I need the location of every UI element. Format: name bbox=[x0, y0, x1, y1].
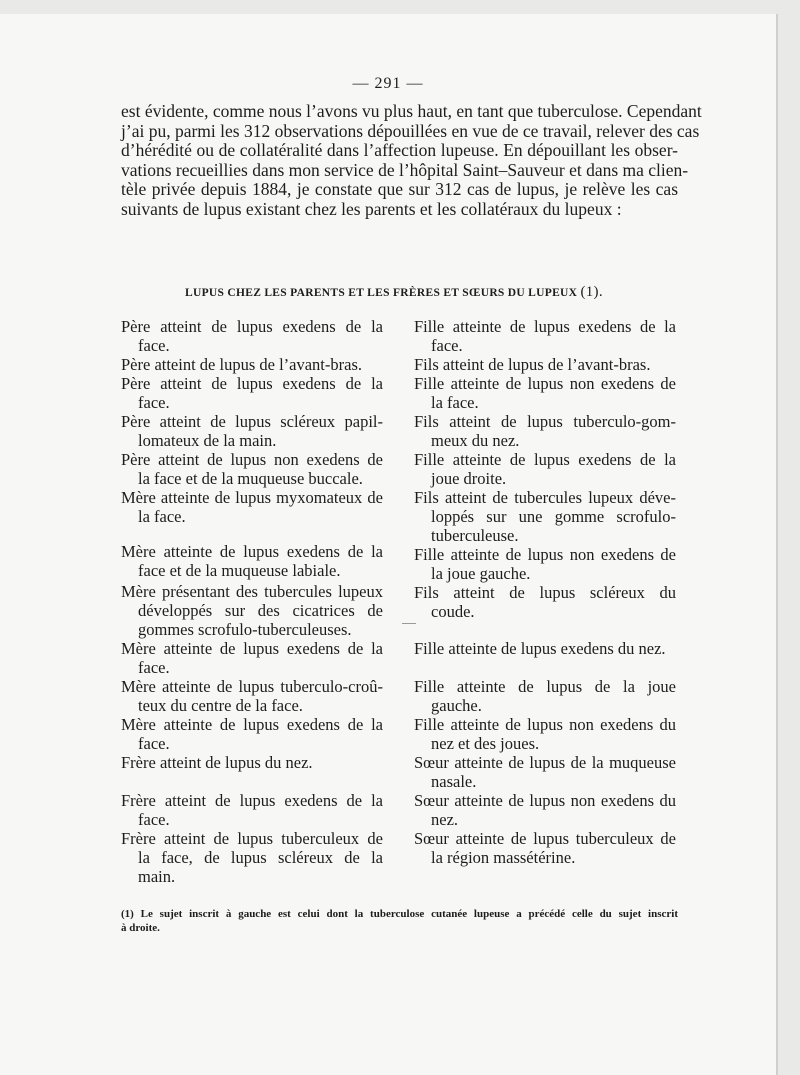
entry-line: coude. bbox=[431, 602, 475, 621]
entry-line: Père atteint de lupus exedens de la bbox=[121, 374, 383, 393]
entry-line: la face. bbox=[138, 507, 186, 526]
list-item bbox=[121, 412, 383, 450]
entry-line: nasale. bbox=[431, 772, 477, 791]
list-item bbox=[414, 639, 676, 658]
entry-line: Fils atteint de lupus de l’avant-bras. bbox=[414, 355, 651, 374]
entry-line: Fille atteinte de lupus non exedens du bbox=[414, 715, 676, 734]
list-item bbox=[121, 355, 383, 374]
footnote-line: à droite. bbox=[121, 922, 160, 934]
intro-line: d’hérédité ou de collatéralité dans l’affection lupeuse. En dépouillant les obser- bbox=[121, 140, 678, 160]
list-item bbox=[121, 542, 383, 580]
entry-line: Sœur atteinte de lupus de la muqueuse bbox=[414, 753, 676, 772]
entry-line: face et de la muqueuse labiale. bbox=[138, 561, 341, 580]
list-item bbox=[414, 374, 676, 412]
entry-line: face. bbox=[138, 336, 170, 355]
intro-line: tèle privée depuis 1884, je constate que sur 312 cas de lupus, je relève les cas bbox=[121, 179, 678, 199]
entry-line: nez et des joues. bbox=[431, 734, 540, 753]
entry-line: Fille atteinte de lupus exedens de la bbox=[414, 450, 676, 469]
entry-line: meux du nez. bbox=[431, 431, 520, 450]
entry-line: Fils atteint de tubercules lupeux déve- bbox=[414, 488, 676, 507]
entry-line: la face et de la muqueuse buccale. bbox=[138, 469, 363, 488]
entry-line: face. bbox=[138, 658, 170, 677]
list-item bbox=[121, 582, 383, 639]
intro-line: est évidente, comme nous l’avons vu plus haut, en tant que tuberculose. Cependant bbox=[121, 101, 702, 121]
list-item bbox=[121, 374, 383, 412]
entry-line: Fils atteint de lupus tuberculo-gom- bbox=[414, 412, 676, 431]
entry-line: Fille atteinte de lupus exedens de la bbox=[414, 317, 676, 336]
entry-line: nez. bbox=[431, 810, 459, 829]
list-item bbox=[121, 317, 383, 355]
list-item bbox=[414, 488, 676, 545]
entry-line: Père atteint de lupus scléreux papil- bbox=[121, 412, 383, 431]
entry-line: Fille atteinte de lupus non exedens de bbox=[414, 374, 676, 393]
list-item bbox=[121, 715, 383, 753]
list-item bbox=[414, 753, 676, 791]
entry-line: la joue gauche. bbox=[431, 564, 531, 583]
entry-line: développés sur des cicatrices de bbox=[138, 601, 383, 620]
entry-line: tuberculeuse. bbox=[431, 526, 519, 545]
list-item bbox=[414, 412, 676, 450]
list-item bbox=[121, 639, 383, 677]
list-item bbox=[414, 677, 676, 715]
list-item bbox=[414, 355, 676, 374]
entry-line: Père atteint de lupus de l’avant-bras. bbox=[121, 355, 362, 374]
list-item bbox=[121, 829, 383, 886]
intro-line: j’ai pu, parmi les 312 observations dépouillées en vue de ce travail, relever des cas bbox=[121, 120, 700, 141]
entry-line: Père atteint de lupus non exedens de bbox=[121, 450, 383, 469]
entry-line: Sœur atteinte de lupus non exedens du bbox=[414, 791, 676, 810]
intro-paragraph bbox=[121, 101, 702, 219]
list-item bbox=[414, 791, 676, 829]
entry-line: Mère atteinte de lupus exedens de la bbox=[121, 542, 383, 561]
entry-line: loppés sur une gomme scrofulo- bbox=[431, 507, 676, 526]
entry-line: face. bbox=[431, 336, 463, 355]
divider bbox=[402, 623, 416, 624]
entry-line: Mère atteinte de lupus exedens de la bbox=[121, 715, 383, 734]
entry-line: joue droite. bbox=[431, 469, 507, 488]
footnote bbox=[121, 907, 678, 935]
entry-line: la région massétérine. bbox=[431, 848, 576, 867]
entry-line: face. bbox=[138, 393, 170, 412]
page-number: — 291 — bbox=[352, 75, 424, 92]
list-item bbox=[121, 791, 383, 829]
entry-line: teux du centre de la face. bbox=[138, 696, 303, 715]
entry-line: main. bbox=[138, 867, 176, 886]
footnote-line: (1) Le sujet inscrit à gauche est celui dont la tuberculose cutanée lupeuse a précédé celle du sujet inscrit bbox=[121, 908, 678, 920]
list-item bbox=[121, 753, 383, 772]
entry-line: Mère atteinte de lupus tuberculo-croû- bbox=[121, 677, 383, 696]
entry-line: Sœur atteinte de lupus tuberculeux de bbox=[414, 829, 676, 848]
entry-line: la face. bbox=[431, 393, 479, 412]
entry-line: gauche. bbox=[431, 696, 482, 715]
entry-line: Frère atteint de lupus exedens de la bbox=[121, 791, 383, 810]
list-item bbox=[121, 450, 383, 488]
list-item bbox=[121, 488, 383, 526]
list-item bbox=[414, 450, 676, 488]
section-title-text: LUPUS CHEZ LES PARENTS ET LES FRÈRES ET SŒURS DU LUPEUX bbox=[185, 287, 578, 299]
intro-line: suivants de lupus existant chez les parents et les collatéraux du lupeux : bbox=[121, 198, 622, 219]
entry-line: la face, de lupus scléreux de la bbox=[138, 848, 383, 867]
intro-line: vations recueillies dans mon service de l’hôpital Saint–Sauveur et dans ma clien- bbox=[121, 159, 689, 180]
list-item bbox=[414, 317, 676, 355]
entry-line: Fils atteint de lupus scléreux du bbox=[414, 583, 676, 602]
entry-line: gommes scrofulo-tuberculeuses. bbox=[138, 620, 352, 639]
footnote-reference: (1). bbox=[580, 284, 603, 300]
document-page bbox=[0, 14, 778, 1075]
entry-line: Fille atteinte de lupus non exedens de bbox=[414, 545, 676, 564]
entry-line: face. bbox=[138, 734, 170, 753]
list-item bbox=[121, 677, 383, 715]
section-title bbox=[185, 284, 625, 301]
entry-line: face. bbox=[138, 810, 170, 829]
entry-line: Mère atteinte de lupus exedens de la bbox=[121, 639, 383, 658]
list-item bbox=[414, 715, 676, 753]
entry-line: Fille atteinte de lupus exedens du nez. bbox=[414, 639, 666, 658]
list-item bbox=[414, 829, 676, 867]
entry-line: lomateux de la main. bbox=[138, 431, 277, 450]
entry-line: Mère présentant des tubercules lupeux bbox=[121, 582, 383, 601]
entry-line: Frère atteint de lupus tuberculeux de bbox=[121, 829, 383, 848]
entry-line: Fille atteinte de lupus de la joue bbox=[414, 677, 676, 696]
list-item bbox=[414, 583, 676, 621]
list-item bbox=[414, 545, 676, 583]
entry-line: Père atteint de lupus exedens de la bbox=[121, 317, 383, 336]
entry-line: Frère atteint de lupus du nez. bbox=[121, 753, 313, 772]
entry-line: Mère atteinte de lupus myxomateux de bbox=[121, 488, 383, 507]
